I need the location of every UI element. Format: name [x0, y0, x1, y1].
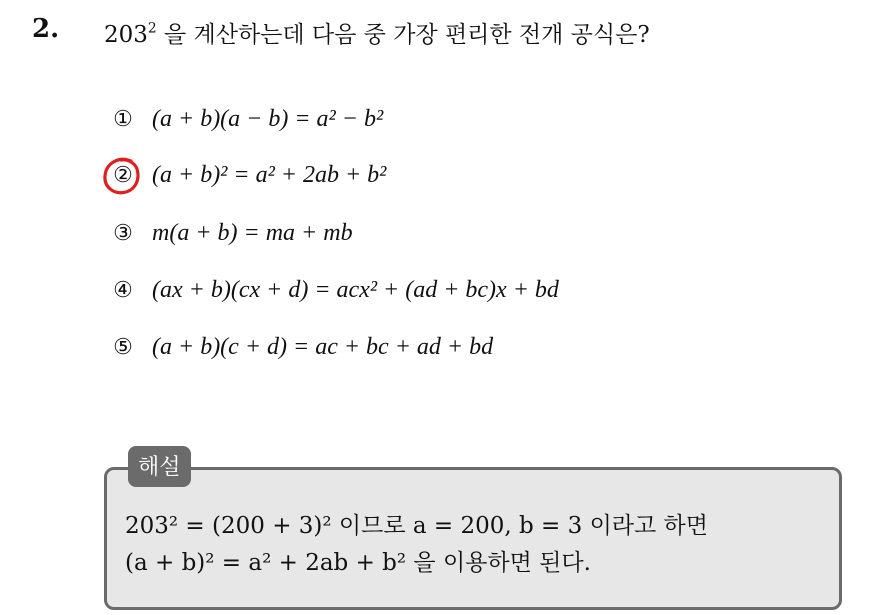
option-2[interactable] [110, 162, 386, 189]
explanation-label: 해설 [128, 446, 191, 487]
option-5-formula: (a + b)(c + d) = ac + bc + ad + bd [152, 334, 494, 360]
explanation-line-1: 203² = (200 + 3)² 이므로 a = 200, b = 3 이라고 하면 [125, 513, 708, 539]
explanation-line-2: (a + b)² = a² + 2ab + b² 을 이용하면 된다. [125, 550, 591, 576]
option-3-mark: ③ [113, 221, 133, 246]
option-2-mark: ② [113, 163, 133, 188]
option-3[interactable] [110, 220, 353, 247]
option-4-mark: ④ [113, 278, 133, 303]
option-5-mark: ⑤ [113, 335, 133, 360]
question-stem: 을 계산하는데 다음 중 가장 편리한 전개 공식은? [156, 22, 650, 48]
option-5[interactable] [110, 334, 493, 361]
question-exponent: 2 [147, 20, 157, 37]
question-text [104, 16, 650, 49]
option-4-formula: (ax + b)(cx + d) = acx² + (ad + bc)x + bd [152, 277, 559, 303]
option-3-formula: m(a + b) = ma + mb [152, 220, 353, 246]
question-number: 2. [32, 14, 60, 44]
option-1[interactable] [110, 106, 383, 133]
question-base: 203 [104, 22, 148, 48]
selection-circle-icon [101, 155, 143, 197]
option-2-formula: (a + b)² = a² + 2ab + b² [152, 162, 387, 188]
option-4[interactable] [110, 277, 559, 304]
option-1-mark: ① [113, 107, 133, 132]
option-1-formula: (a + b)(a − b) = a² − b² [152, 106, 384, 132]
